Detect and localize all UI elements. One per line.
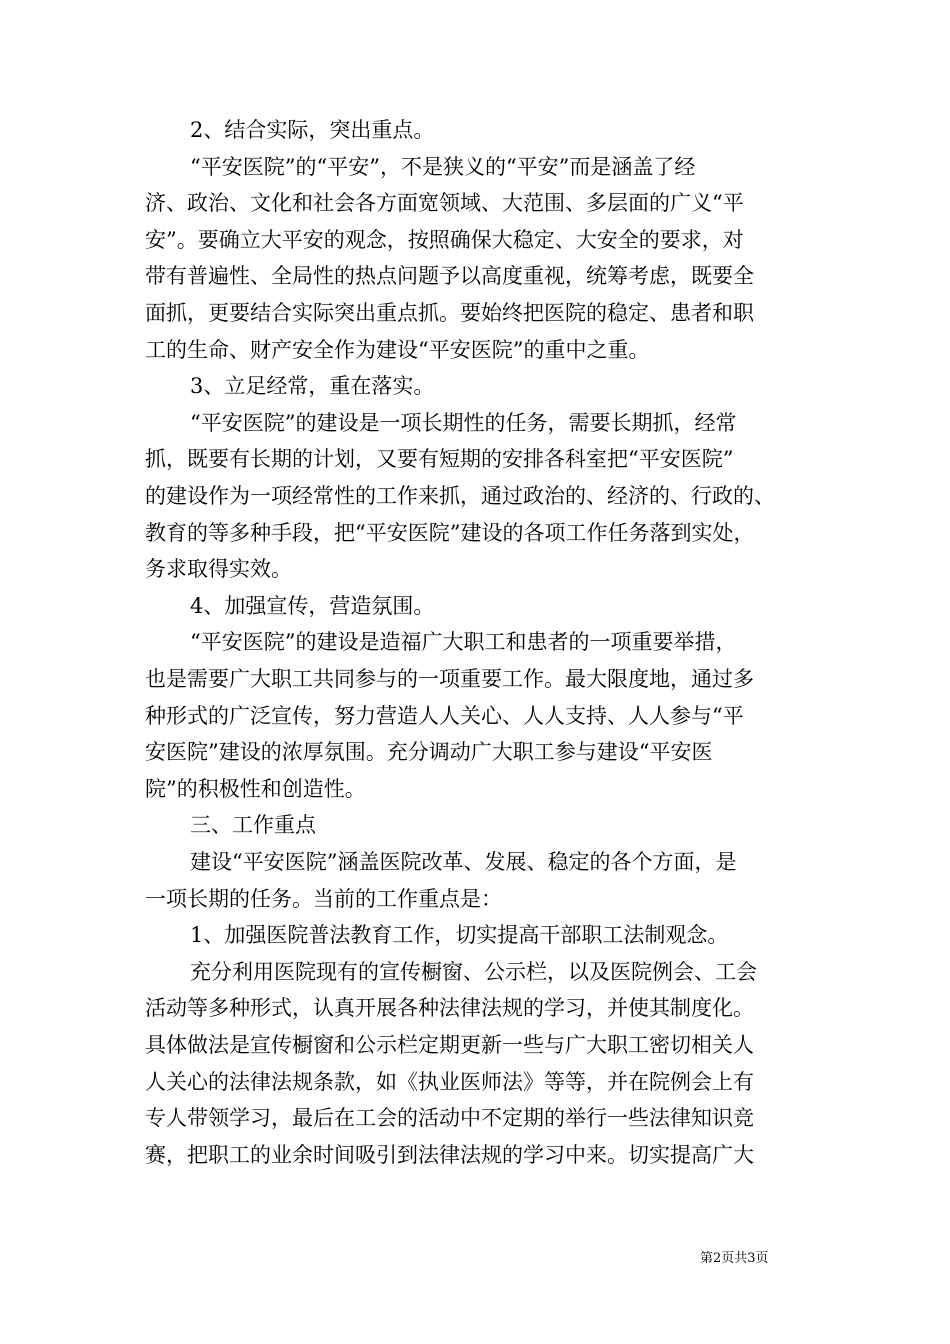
text-line: 面抓，更要结合实际突出重点抓。要始终把医院的稳定、患者和职 <box>145 301 754 325</box>
text-line: 安医院”建设的浓厚氛围。充分调动广大职工参与建设“平安医 <box>145 740 713 765</box>
text-line: “平安医院”的建设是造福广大职工和患者的一项重要举措， <box>190 630 737 655</box>
text-line: 具体做法是宣传橱窗和公示栏定期更新一些与广大职工密切相关人 <box>145 1033 754 1057</box>
text-line: 抓，既要有长期的计划，又要有短期的安排各科室把“平安医院” <box>145 447 734 472</box>
section-heading: 三、工作重点 <box>190 813 316 838</box>
text-line: “平安医院”的“平安”，不是狭义的“平安”而是涵盖了经 <box>190 154 696 179</box>
text-line: 带有普遍性、全局性的热点问题予以高度重视，统筹考虑，既要全 <box>145 264 754 289</box>
text-line: 人关心的法律法规条款，如《执业医师法》等等，并在院例会上有 <box>145 1069 754 1094</box>
text-line: 建设“平安医院”涵盖医院改革、发展、稳定的各个方面，是 <box>190 850 737 874</box>
page-number: 第2页共3页 <box>700 1251 769 1266</box>
text-line: 工的生命、财产安全作为建设“平安医院”的重中之重。 <box>145 337 650 362</box>
text-line: 活动等多种形式，认真开展各种法律法规的学习，并使其制度化。 <box>145 996 754 1021</box>
text-line: 4、加强宣传，营造氛围。 <box>190 593 435 618</box>
text-line: 充分利用医院现有的宣传橱窗、公示栏，以及医院例会、工会 <box>190 959 757 984</box>
text-line: 1、加强医院普法教育工作，切实提高干部职工法制观念。 <box>190 923 729 948</box>
text-line: 教育的等多种手段，把“平安医院”建设的各项工作任务落到实处， <box>145 520 755 545</box>
text-line: 的建设作为一项经常性的工作来抓，通过政治的、经济的、行政的、 <box>145 484 775 508</box>
text-line: 院”的积极性和创造性。 <box>145 776 366 801</box>
text-line: 济、政治、文化和社会各方面宽领域、大范围、多层面的广义“平 <box>145 191 744 216</box>
text-line: 赛，把职工的业余时间吸引到法律法规的学习中来。切实提高广大 <box>145 1142 754 1167</box>
text-line: 也是需要广大职工共同参与的一项重要工作。最大限度地，通过多 <box>145 667 754 691</box>
text-line: 种形式的广泛宣传，努力营造人人关心、人人支持、人人参与“平 <box>145 703 744 728</box>
text-line: “平安医院”的建设是一项长期性的任务，需要长期抓，经常 <box>190 410 737 435</box>
text-line: 务求取得实效。 <box>145 557 292 582</box>
text-line: 一项长期的任务。当前的工作重点是： <box>145 886 502 911</box>
text-line: 专人带领学习，最后在工会的活动中不定期的举行一些法律知识竞 <box>145 1106 754 1131</box>
text-line: 3、立足经常，重在落实。 <box>190 374 435 399</box>
text-line: 安”。要确立大平安的观念，按照确保大稳定、大安全的要求，对 <box>145 227 744 252</box>
text-line: 2、结合实际，突出重点。 <box>190 118 435 142</box>
